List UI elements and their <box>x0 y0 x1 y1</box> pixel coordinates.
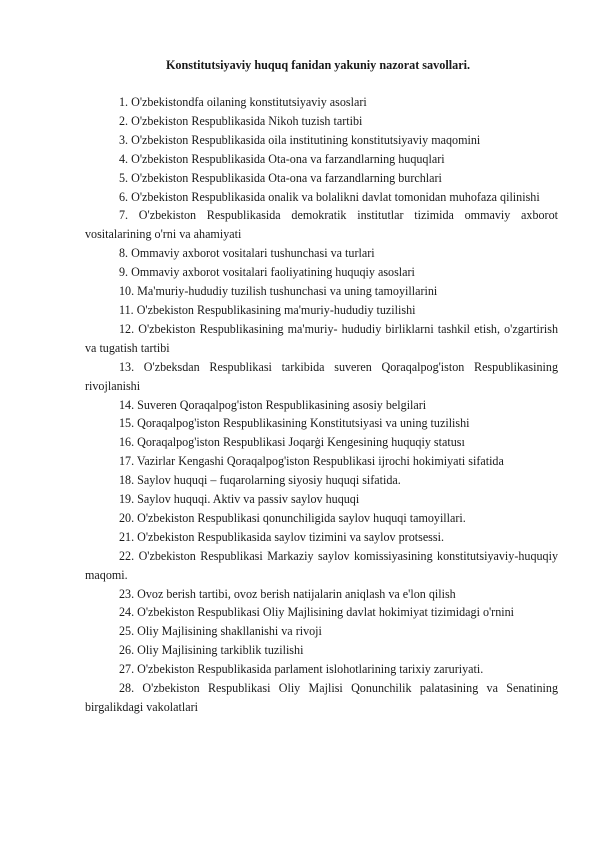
question-item: 8. Ommaviy axborot vositalari tushunchasi va turlari <box>119 246 375 261</box>
question-item: 20. O'zbekiston Respublikasi qonunchiligida saylov huquqi tamoyillari. <box>119 510 466 525</box>
question-item: 12. O'zbekiston Respublikasining ma'muriy- hududiy birliklarni tashkil etish, o'zgartirish va tugatish tartibi <box>85 321 558 355</box>
question-item: 14. Suveren Qoraqalpog'iston Respublikasining asosiy belgilari <box>119 397 427 412</box>
question-item: 16. Qoraqalpog'iston Respublikasi Joqarġi Kengesining huquqiy statusı <box>119 435 465 450</box>
question-item: 1. O'zbekistondfa oilaning konstitutsiyaviy asoslari <box>119 95 367 109</box>
question-item: 23. Ovoz berish tartibi, ovoz berish natijalarin aniqlash va e'lon qilish <box>119 586 456 601</box>
question-item: 18. Saylov huquqi – fuqarolarning siyosiy huquqi sifatida. <box>119 473 401 488</box>
question-item: 3. O'zbekiston Respublikasida oila institutining konstitutsiyaviy maqomini <box>119 132 481 147</box>
question-item: 4. O'zbekiston Respublikasida Ota-ona va farzandlarning huquqlari <box>119 151 445 166</box>
document-title: Konstitutsiyaviy huquq fanidan yakuniy nazorat savollari. <box>165 58 471 72</box>
question-item: 22. O'zbekiston Respublikasi Markaziy saylov komissiyasining konstitutsiyaviy-huquqiy maqomi. <box>85 548 558 582</box>
question-item: 21. O'zbekiston Respublikasida saylov tizimini va saylov protsessi. <box>119 529 444 544</box>
question-item: 26. Oliy Majlisining tarkiblik tuzilishi <box>119 643 304 658</box>
question-item: 2. O'zbekiston Respublikasida Nikoh tuzish tartibi <box>119 113 363 128</box>
question-list <box>85 93 558 717</box>
question-item: 6. O'zbekiston Respublikasida onalik va bolalikni davlat tomonidan muhofaza qilinishi <box>119 189 540 204</box>
question-item: 17. Vazirlar Kengashi Qoraqalpog'iston Respublikasi ijrochi hokimiyati sifatida <box>119 454 504 469</box>
question-item: 9. Ommaviy axborot vositalari faoliyatining huquqiy asoslari <box>119 265 415 280</box>
question-item: 28. O'zbekiston Respublikasi Oliy Majlisi Qonunchilik palatasining va Senatining birgalikdagi vakolatlari <box>85 681 558 714</box>
question-item: 10. Ma'muriy-hududiy tuzilish tushunchasi va uning tamoyillarini <box>119 284 438 299</box>
question-item: 25. Oliy Majlisining shakllanishi va rivoji <box>119 624 322 639</box>
question-item: 11. O'zbekiston Respublikasining ma'muriy-hududiy tuzilishi <box>119 302 416 317</box>
question-item: 13. O'zbeksdan Respublikasi tarkibida suveren Qoraqalpog'iston Respublikasining rivojlanishi <box>85 359 558 393</box>
question-item: 27. O'zbekiston Respublikasida parlament islohotlarining tarixiy zaruriyati. <box>119 662 484 677</box>
question-item: 7. O'zbekiston Respublikasida demokratik institutlar tizimida ommaviy axborot vositalarining o'rni va ahamiyati <box>85 208 558 242</box>
question-item: 24. O'zbekiston Respublikasi Oliy Majlisining davlat hokimiyat tizimidagi o'rnini <box>119 605 515 620</box>
question-item: 19. Saylov huquqi. Aktiv va passiv saylov huquqi <box>119 492 360 507</box>
question-item: 15. Qoraqalpog'iston Respublikasining Konstitutsiyasi va uning tuzilishi <box>119 416 470 431</box>
question-item: 5. O'zbekiston Respublikasida Ota-ona va farzandlarning burchlari <box>119 170 442 185</box>
